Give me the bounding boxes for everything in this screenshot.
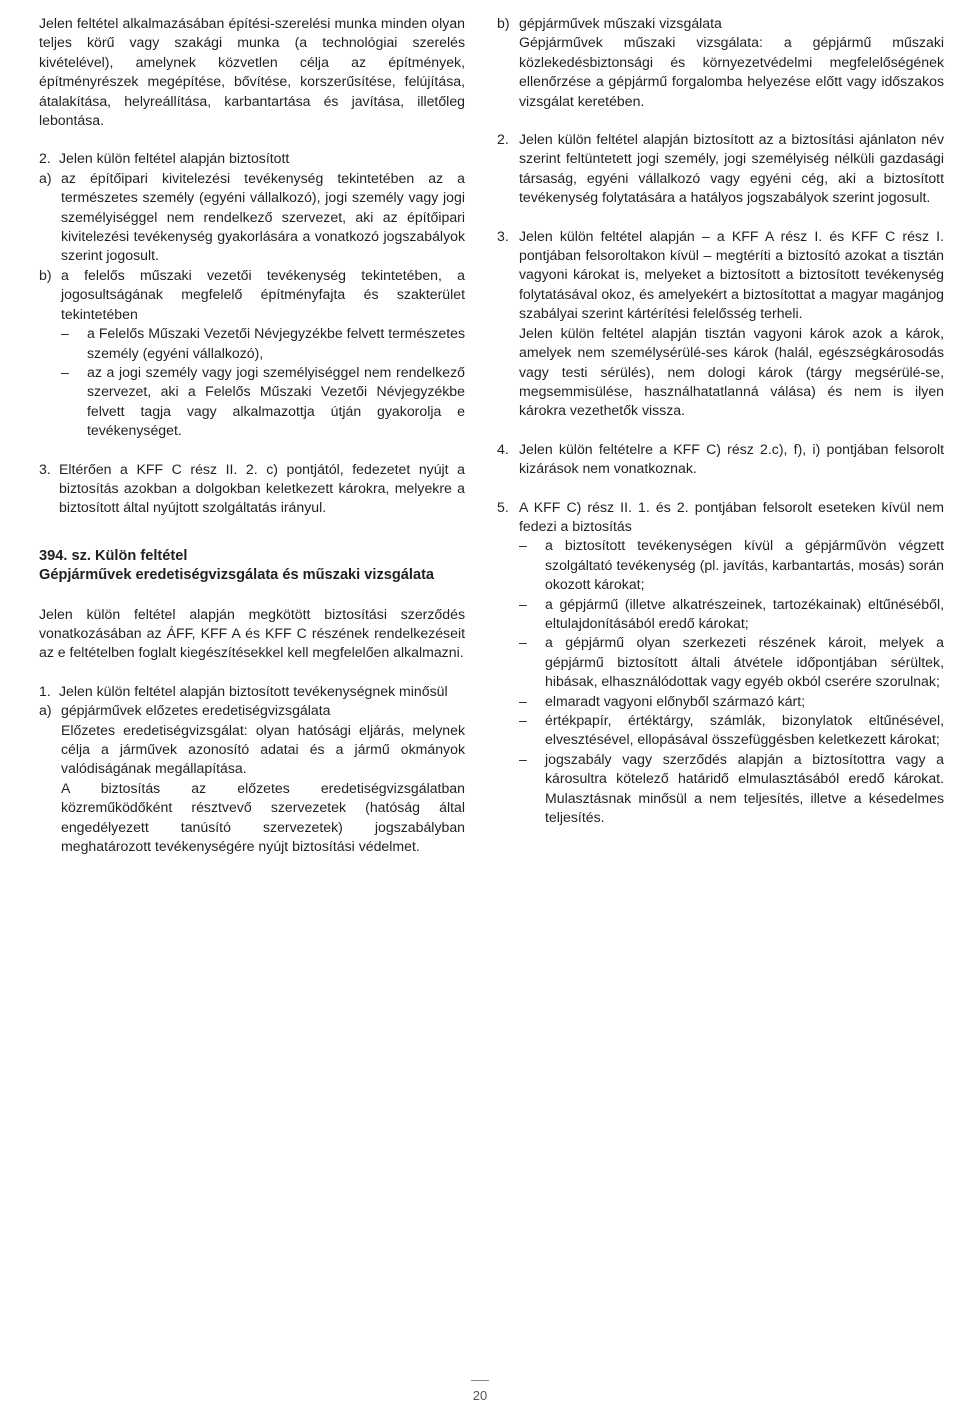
clause-text: Jelen külön feltétel alapján tisztán vagyoni károk azok a károk, amelyek nem személysérülé-ses károk (halál, egészségkárosodás vagy testi sérülés), nem dologi károk (tárgy megsérülé-se, megsemmisülése, használhatatlanná válása) és nem is ilyen károkra vezethetők vissza.	[519, 324, 944, 419]
list-item-text: a gépjármű olyan szerkezeti részének károit, melyek a gépjármű biztosított általi átvétele időpontjában sérültek, hibásak, elhasználódottak vagy egyéb okból cserére szorulnak;	[545, 634, 944, 690]
list-item-text: elmaradt vagyoni előnyből származó kárt;	[545, 692, 806, 709]
sub-body	[519, 14, 944, 111]
clause-1b	[497, 14, 944, 111]
dash-bullet: –	[519, 537, 527, 554]
clause-text: Eltérően a KFF C rész II. 2. c) pontjától, fedezetet nyújt a biztosítás azokban a dolgokban keletkezett károkra, melyekre a biztosított által nyújtott szolgáltatás irányul.	[59, 460, 465, 516]
clause-text: A KFF C) rész II. 1. és 2. pontjában felsorolt eseteken kívül nem fedezi a biztosítás	[519, 498, 944, 534]
clause-3-right	[497, 227, 944, 421]
intro-paragraph: Jelen feltétel alkalmazásában építési-szerelési munka minden olyan teljes körű vagy szakági munka (a technológiai szerelés kivételével), amelynek közvetlen célja az építmények, építményrészek megépítése, bővítése, korszerűsítése, felújítása, átalakítása, helyreállítása, karbantartása és javítása, illetőleg lebontása.	[39, 15, 465, 129]
list-item-text: a gépjármű (illetve alkatrészeinek, tartozékainak) eltűnéséből, eltulajdonításából eredő károkat;	[545, 595, 944, 631]
clause-4	[497, 440, 944, 479]
dash-bullet: –	[519, 595, 527, 612]
section-title: Gépjárművek eredetiségvizsgálata és műszaki vizsgálata	[39, 567, 435, 584]
list-item-text: az a jogi személy vagy jogi személyiséggel nem rendelkező szervezet, aki a Felelős Műszaki Vezetői Névjegyzékbe felvett tagja vagy alkalmazottja útján gyakorolja e tevékenységet.	[87, 363, 465, 439]
footer-rule	[471, 1380, 489, 1381]
list-item	[519, 536, 944, 594]
sub-text: az építőipari kivitelezési tevékenység tekintetében az a természetes személy (egyéni vállalkozó), jogi személy vagy jogi személyiséggel nem rendelkező szervezet, aki az építőipari kivitelezési tevékenység gyakorlására a vonatkozó jogszabályok szerint jogosult.	[61, 169, 465, 264]
left-column	[39, 14, 465, 856]
list-item	[519, 633, 944, 691]
dash-bullet: –	[519, 750, 527, 767]
clause-number: 2.	[39, 150, 51, 167]
sub-label: a)	[39, 702, 52, 719]
clause-5	[497, 498, 944, 828]
clause-2a	[39, 169, 465, 266]
list-item	[519, 692, 944, 711]
right-column	[497, 14, 944, 827]
list-item-text: jogszabály vagy szerződés alapján a biztosítottra vagy a károsultra kötelező határidő elmulasztásából eredő károkat. Mulasztásnak minősül a nem teljesítés, illetve a késedelmes teljesítés.	[545, 750, 944, 826]
clause-2-right	[497, 130, 944, 208]
sub-body	[61, 701, 465, 856]
clause-text: Jelen külön feltételre a KFF C) rész 2.c), f), i) pontjában felsorolt kizárások nem vonatkoznak.	[519, 440, 944, 477]
clause-number: 3.	[497, 227, 509, 244]
clause-1a	[39, 701, 465, 856]
clause-2b	[39, 266, 465, 441]
list-item	[519, 750, 944, 828]
list-item	[519, 711, 944, 750]
sub-text: A biztosítás az előzetes eredetiségvizsgálatban közreműködőként résztvevő szervezetek (hatóság által engedélyezett tanúsító szervezetek) jogszabályban meghatározott tevékenységére nyújt biztosítási védelmet.	[61, 779, 465, 855]
sub-text: Gépjárművek műszaki vizsgálata: a gépjármű műszaki közlekedésbiztonsági és környezetvédelmi megfelelőségének ellenőrzése a gépjármű forgalomba helyezése előtt vagy időszakos vizsgálat keretében.	[519, 34, 944, 109]
sub-text: a felelős műszaki vezetői tevékenység tekintetében, a jogosultságának megfelelő építményfajta és szakterület tekintetében	[61, 266, 465, 322]
clause-number: 1.	[39, 682, 51, 699]
sub-title: gépjárművek műszaki vizsgálata	[519, 15, 722, 31]
list-item-text: a biztosított tevékenységen kívül a gépjárművön végzett szolgáltató tevékenység (pl. javítás, karbantartás, mosás) során okozott károkat;	[545, 537, 944, 593]
clause-number: 4.	[497, 440, 509, 457]
list-item	[519, 595, 944, 634]
sub-text: Előzetes eredetiségvizsgálat: olyan hatósági eljárás, melynek célja a járművek azonosító adatai és a jármű okmányok valódiságának megállapítása.	[61, 721, 465, 777]
dash-bullet: –	[61, 363, 69, 380]
clause-text: Jelen külön feltétel alapján biztosított az a biztosítási ajánlaton név szerint feltüntetett jogi személy, jogi személyiség nélküli gazdasági társaság, egyéni vállalkozó vagy egyéni cég, aki a biztosított tevékenység folytatására a hatályos jogszabályok szerint jogosult.	[519, 131, 944, 206]
clause-text: Jelen külön feltétel alapján biztosított tevékenységnek minősül	[59, 682, 448, 699]
dash-bullet: –	[61, 325, 69, 342]
page-number: 20	[472, 1388, 488, 1403]
dash-bullet: –	[519, 634, 527, 651]
clause-body	[519, 227, 944, 421]
section-intro: Jelen külön feltétel alapján megkötött biztosítási szerződés vonatkozásában az ÁFF, KFF A és KFF C részének rendelkezéseit az e feltételben foglalt kiegészítésekkel kell megfelelően alkalmazni.	[39, 605, 465, 661]
list-item	[61, 324, 465, 363]
list-item-text: értékpapír, értéktárgy, számlák, bizonylatok eltűnésével, elvesztésével, ellopásával összefüggésben keletkezett károkat;	[545, 712, 944, 748]
clause-number: 3.	[39, 460, 51, 477]
clause-number: 5.	[497, 498, 509, 515]
section-number: 394. sz. Külön feltétel	[39, 547, 188, 564]
clause-2-left	[39, 149, 465, 168]
dash-bullet: –	[519, 712, 527, 728]
sub-body	[61, 266, 465, 441]
sub-label: b)	[497, 15, 510, 31]
clause-text: Jelen külön feltétel alapján biztosított	[59, 150, 290, 167]
list-item-text: a Felelős Műszaki Vezetői Névjegyzékbe felvett természetes személy (egyéni vállalkozó),	[87, 325, 465, 361]
clause-body	[519, 498, 944, 828]
clause-number: 2.	[497, 131, 509, 148]
sub-label: a)	[39, 169, 52, 186]
list-item	[61, 363, 465, 441]
sub-title: gépjárművek előzetes eredetiségvizsgálata	[61, 702, 331, 719]
dash-bullet: –	[519, 692, 527, 709]
clause-text: Jelen külön feltétel alapján – a KFF A rész I. és KFF C rész I. pontjában felsoroltakon kívül – megtéríti a biztosító azokat a tisztán vagyoni károkat is, melyeket a biztosított a biztosított tevékenység folytatásával okoz, és amelyekért a biztosítottat a magyar magánjog szabályai szerint kártérítési felelősség terheli.	[519, 227, 944, 322]
sub-label: b)	[39, 266, 52, 283]
clause-3-left	[39, 460, 465, 518]
clause-1	[39, 682, 465, 701]
